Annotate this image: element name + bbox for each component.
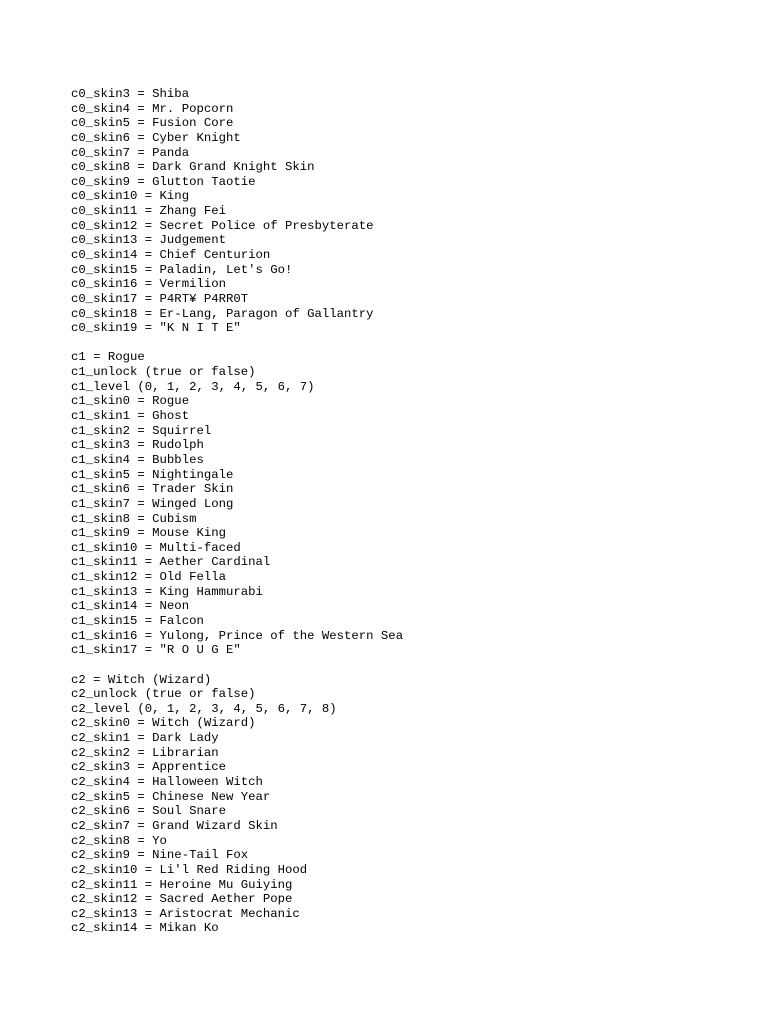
text-line: c2_skin2 = Librarian	[71, 745, 219, 760]
skin-list-block-c0	[71, 87, 751, 336]
text-line: c0_skin19 = "K N I T E"	[71, 321, 241, 336]
text-line: c1_skin1 = Ghost	[71, 409, 190, 424]
text-line: c2_skin0 = Witch (Wizard)	[71, 716, 256, 731]
text-line: c1_skin10 = Multi-faced	[71, 540, 241, 555]
text-line: c2_skin13 = Aristocrat Mechanic	[71, 906, 300, 921]
text-line: c2_skin9 = Nine-Tail Fox	[71, 848, 249, 863]
text-line: c2_skin8 = Yo	[71, 833, 167, 848]
text-line: c2_skin12 = Sacred Aether Pope	[71, 892, 293, 907]
text-line: c1_skin6 = Trader Skin	[71, 482, 234, 497]
text-line: c0_skin6 = Cyber Knight	[71, 130, 241, 145]
text-line: c1_skin17 = "R O U G E"	[71, 643, 241, 658]
text-line: c2_skin14 = Mikan Ko	[71, 921, 219, 936]
text-line: c2_skin5 = Chinese New Year	[71, 789, 271, 804]
skin-list-block-c1	[71, 350, 751, 657]
text-line: c1_unlock (true or false)	[71, 365, 256, 380]
text-line: c1_skin7 = Winged Long	[71, 496, 234, 511]
text-line: c1_skin13 = King Hammurabi	[71, 584, 263, 599]
text-line: c2_skin11 = Heroine Mu Guiying	[71, 877, 293, 892]
text-line: c1_skin11 = Aether Cardinal	[71, 555, 271, 570]
text-line: c0_skin10 = King	[71, 189, 190, 204]
text-line: c0_skin17 = P4RT¥ P4RR0T	[71, 291, 249, 306]
text-line: c1_skin14 = Neon	[71, 599, 190, 614]
text-line: c2_unlock (true or false)	[71, 687, 256, 702]
document-page	[71, 87, 751, 951]
text-line: c0_skin3 = Shiba	[71, 87, 190, 101]
text-line: c0_skin8 = Dark Grand Knight Skin	[71, 160, 315, 175]
text-line: c2_skin7 = Grand Wizard Skin	[71, 818, 278, 833]
text-line: c1_level (0, 1, 2, 3, 4, 5, 6, 7)	[71, 379, 315, 394]
text-line: c0_skin9 = Glutton Taotie	[71, 174, 256, 189]
text-line: c1 = Rogue	[71, 350, 145, 365]
text-line: c2_skin4 = Halloween Witch	[71, 775, 263, 790]
text-line: c0_skin15 = Paladin, Let's Go!	[71, 262, 293, 277]
text-line: c2_skin3 = Apprentice	[71, 760, 226, 775]
text-line: c1_skin9 = Mouse King	[71, 526, 226, 541]
text-line: c0_skin16 = Vermilion	[71, 277, 226, 292]
text-line: c0_skin14 = Chief Centurion	[71, 248, 271, 263]
text-line: c1_skin3 = Rudolph	[71, 438, 204, 453]
text-line: c1_skin5 = Nightingale	[71, 467, 234, 482]
text-line: c2_skin10 = Li'l Red Riding Hood	[71, 862, 308, 877]
text-line: c1_skin12 = Old Fella	[71, 570, 226, 585]
text-line: c0_skin12 = Secret Police of Presbyterate	[71, 218, 374, 233]
text-line: c1_skin16 = Yulong, Prince of the Western Sea	[71, 628, 404, 643]
text-line: c1_skin15 = Falcon	[71, 614, 204, 629]
text-line: c0_skin11 = Zhang Fei	[71, 204, 226, 219]
text-line: c0_skin18 = Er-Lang, Paragon of Gallantry	[71, 306, 374, 321]
text-line: c0_skin5 = Fusion Core	[71, 116, 234, 131]
text-line: c2_skin6 = Soul Snare	[71, 804, 226, 819]
text-line: c2_level (0, 1, 2, 3, 4, 5, 6, 7, 8)	[71, 701, 337, 716]
text-line: c1_skin8 = Cubism	[71, 511, 197, 526]
text-line: c1_skin0 = Rogue	[71, 394, 190, 409]
text-line: c1_skin4 = Bubbles	[71, 452, 204, 467]
text-line: c0_skin13 = Judgement	[71, 233, 226, 248]
text-line: c0_skin4 = Mr. Popcorn	[71, 101, 234, 116]
text-line: c0_skin7 = Panda	[71, 145, 190, 160]
skin-list-block-c2	[71, 673, 751, 937]
text-line: c2_skin1 = Dark Lady	[71, 731, 219, 746]
text-line: c2 = Witch (Wizard)	[71, 672, 212, 687]
text-line: c1_skin2 = Squirrel	[71, 423, 212, 438]
